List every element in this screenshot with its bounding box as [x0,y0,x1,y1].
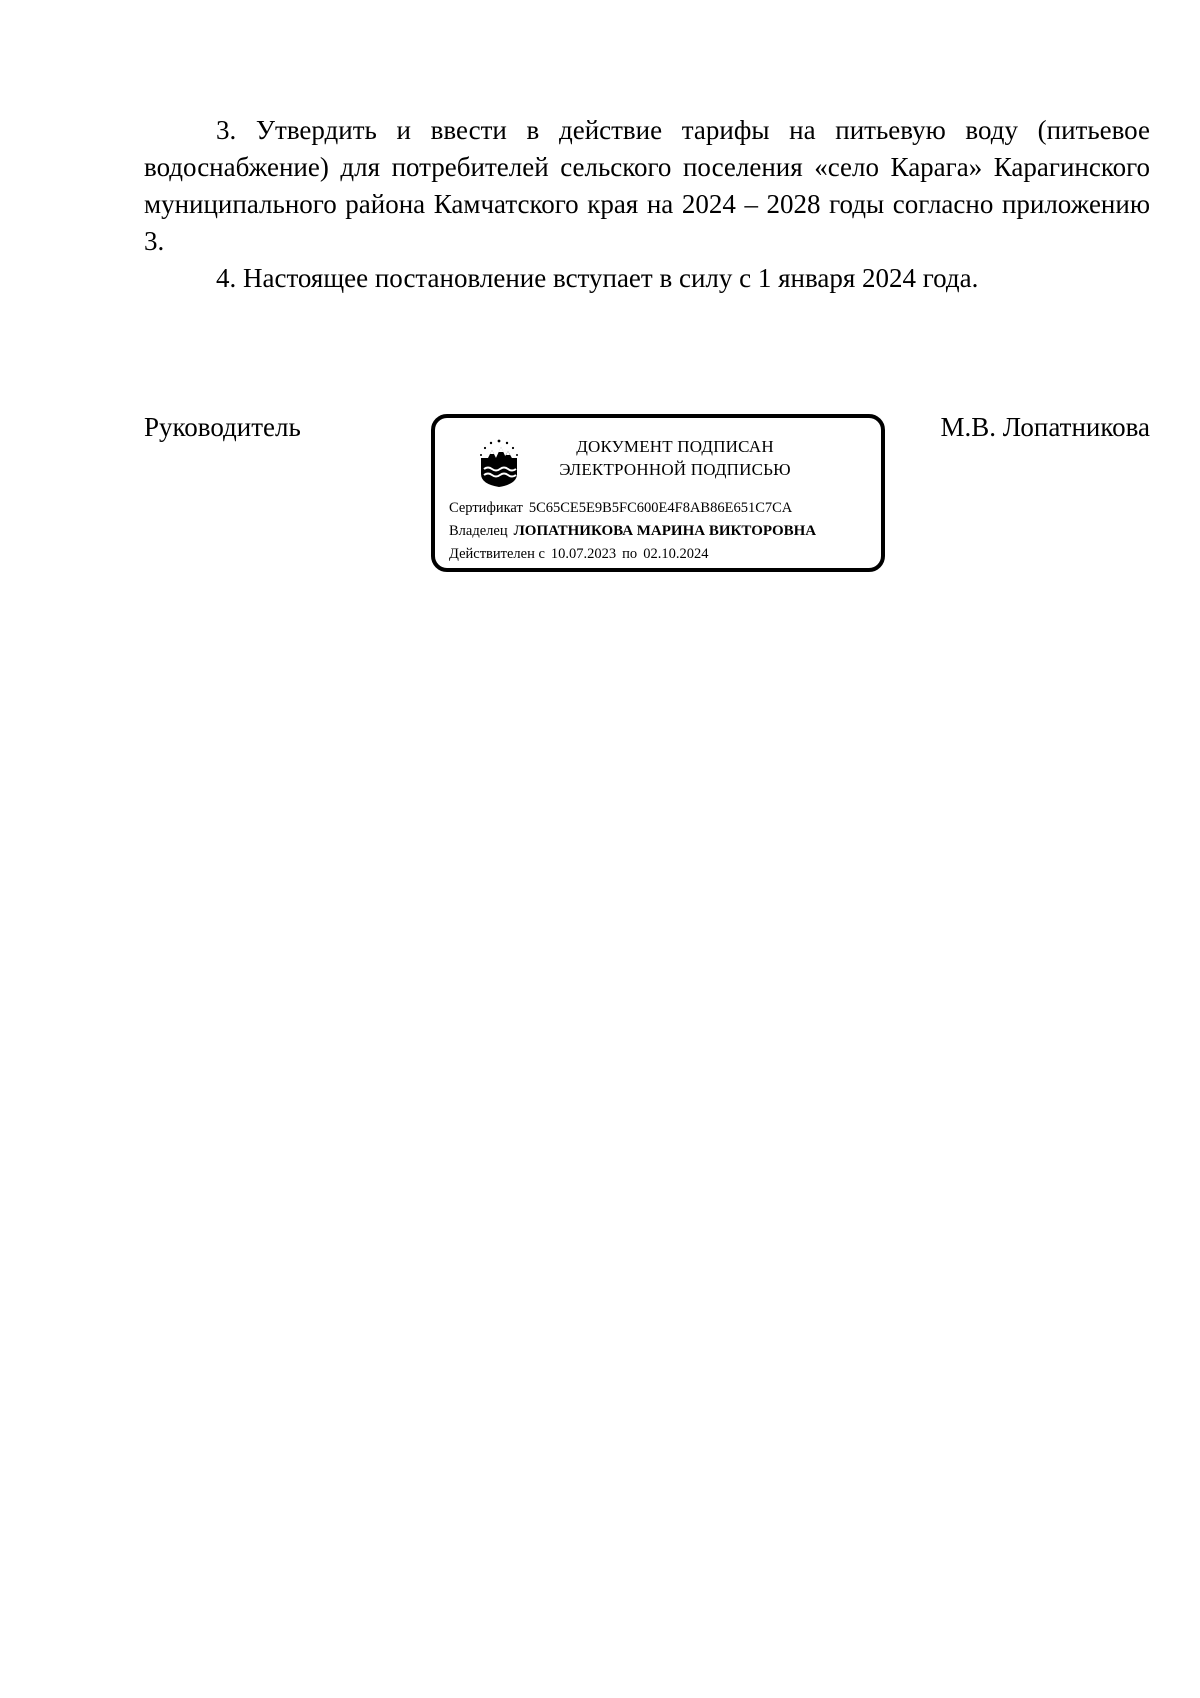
certificate-value: 5C65CE5E9B5FC600E4F8AB86E651C7CA [528,500,793,516]
paragraph-item-4: 4. Настоящее постановление вступает в силу с 1 января 2024 года. [216,263,979,293]
valid-to-date: 02.10.2024 [643,546,709,562]
stamp-title-line-2: ЭЛЕКТРОННОЙ ПОДПИСЬЮ [559,460,791,479]
valid-to-label: по [622,546,638,562]
certificate-label: Сертификат [449,500,523,516]
stamp-validity-row [449,544,708,564]
electronic-signature-stamp [431,414,885,572]
stamp-title-line-1: ДОКУМЕНТ ПОДПИСАН [576,437,774,456]
valid-label: Действителен с [449,546,545,562]
signatory-role: Руководитель [144,412,301,442]
paragraph-item-3: 3. Утвердить и ввести в действие тарифы на питьевую воду (питьевое водоснабжение) для потребителей сельского поселения «село Карага» Карагинского муниципального района Камчатского края на 2024 – 2028 годы согласно приложению 3. [144,115,1150,256]
document-body [144,112,1150,297]
owner-value: ЛОПАТНИКОВА МАРИНА ВИКТОРОВНА [513,523,817,539]
owner-label: Владелец [449,523,508,539]
stamp-owner-row [449,521,816,541]
signatory-name: М.В. Лопатникова [940,412,1150,442]
coat-of-arms-icon [473,436,525,488]
stamp-certificate-row [449,498,792,518]
stamp-title [545,435,805,481]
valid-from-date: 10.07.2023 [550,546,617,562]
